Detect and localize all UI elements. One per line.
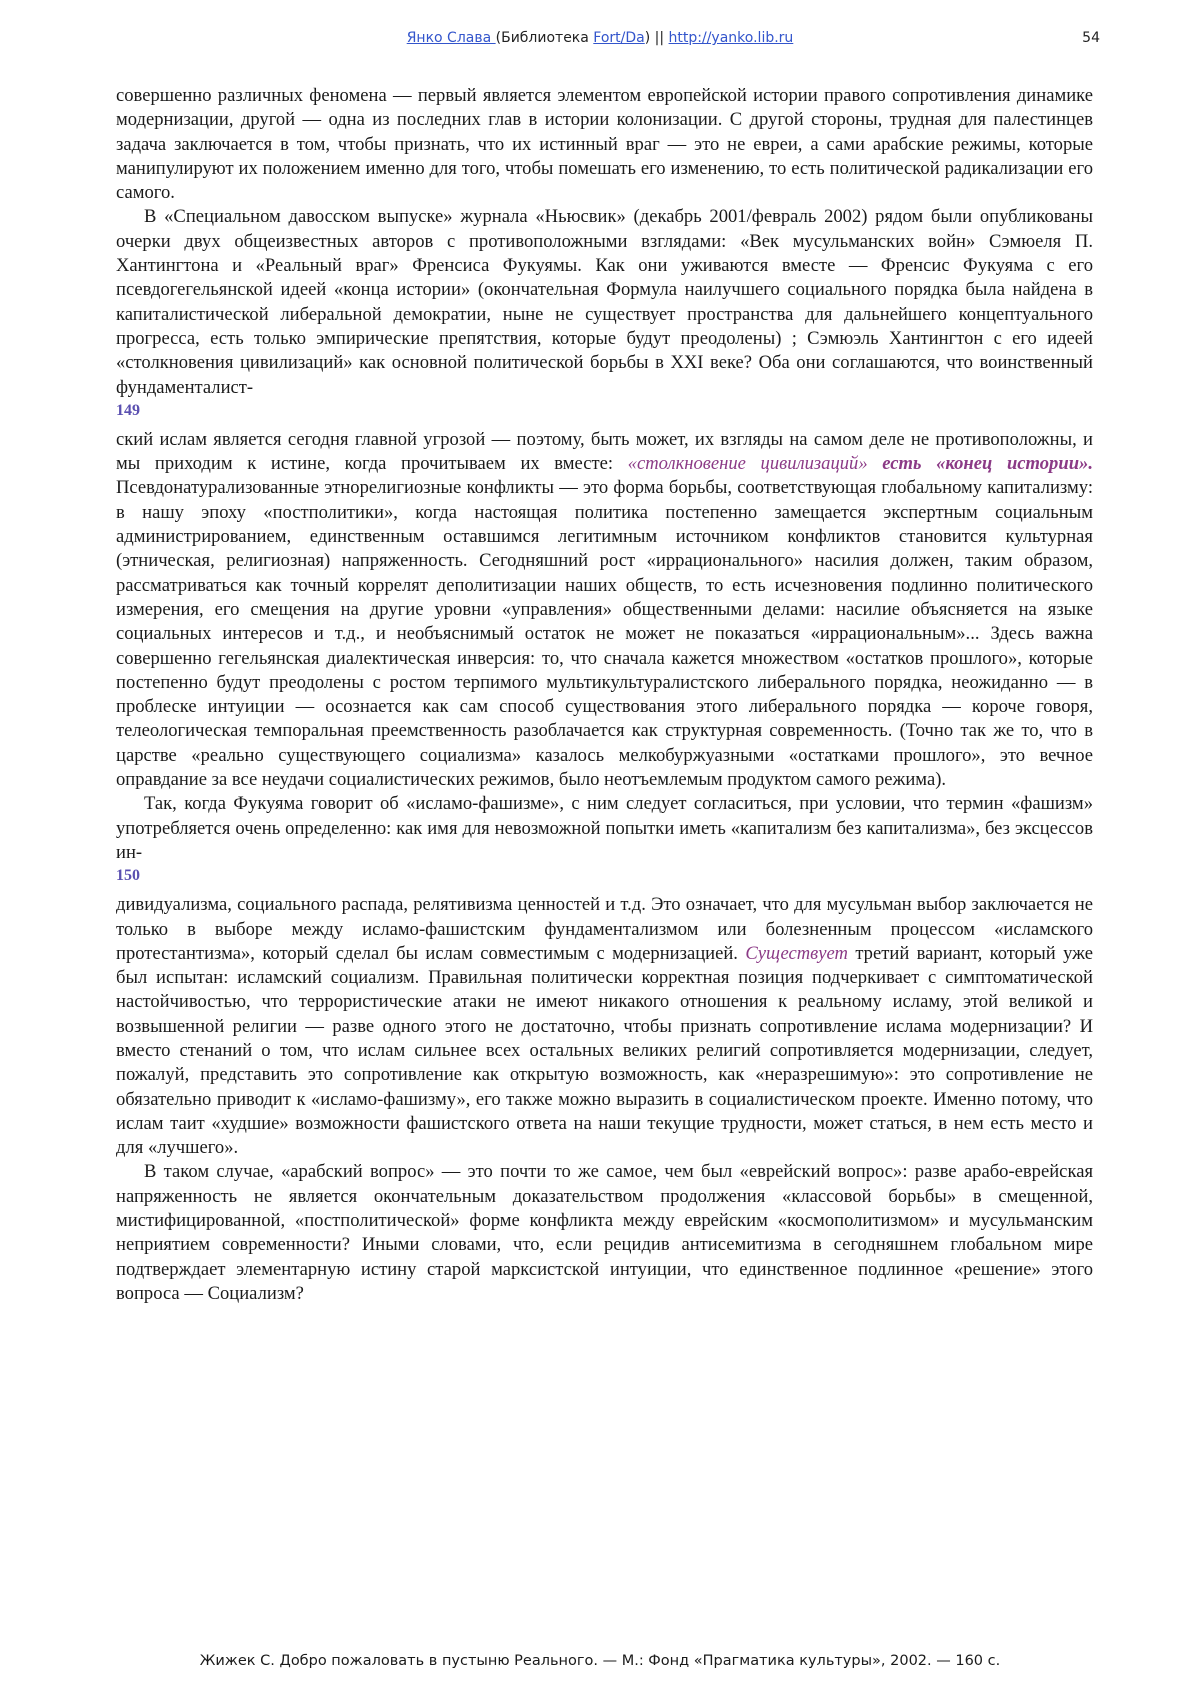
emphasis-exists: Существует <box>745 942 848 964</box>
page-number: 54 <box>1082 30 1100 46</box>
paragraph-5 <box>116 893 1093 1160</box>
original-page-marker-149: 149 <box>116 401 140 419</box>
library-suffix: ) || <box>644 30 669 46</box>
library-url-link[interactable]: http://yanko.lib.ru <box>668 30 794 46</box>
emphasis-is: есть <box>867 453 937 475</box>
paragraph-3-part-b: Псевдонатурализованные этнорелигиозные конфликты — это форма борьбы, соответствующая глобальному капитализму: в нашу эпоху «постполитики», когда настоящая политика постепенно замещается экспертным социальным администрированием, единственным оставшимся легитимным источником конфликтов становится культурная (этническая, религиозная) напряженность. Сегодняшний рост «иррационального» насилия должен, таким образом, рассматриваться как точный коррелят деполитизации наших обществ, то есть исчезновения подлинно политического измерения, его смещения на другие уровни «управления» общественными делами: насилие объясняется на языке социальных интересов и т.д., и необъяснимый остаток не может не показаться «иррациональным»... Здесь важна совершенно гегельянская диалектическая инверсия: то, что сначала кажется множеством «остатков прошлого», которые постепенно будут преодолены с ростом терпимого мультикультуралистского либерального порядка, неожиданно — в проблеске интуиции — осознается как сам способ существования этого либерального порядка — короче говоря, телеологическая темпоральная преемственность разоблачается как структурная современность. (Точно так же то, что в царстве «реально существующего социализма» казалось мелкобуржуазными «остатками прошлого», это вечное оправдание за все неудачи социалистических режимов, было неотъемлемым продуктом самого режима). <box>116 477 1093 791</box>
library-prefix: (Библиотека <box>495 30 594 46</box>
paragraph-1: совершенно различных феномена — первый является элементом европейской истории правого сопротивления динамике модернизации, другой — одна из последних глав в истории колонизации. С другой стороны, трудная для палестинцев задача заключается в том, чтобы признать, что их истинный враг — это не евреи, а сами арабские режимы, которые манипулируют их положением именно для того, чтобы помешать его изменению, то есть политической радикализации его самого. <box>116 85 1093 204</box>
header-library-line <box>0 30 1200 46</box>
author-link[interactable]: Янко Слава <box>406 30 496 46</box>
emphasis-end-of-history: «конец истории». <box>936 453 1093 475</box>
original-page-marker-150: 150 <box>116 867 140 885</box>
page-body <box>116 84 1093 1306</box>
fortda-link[interactable]: Fort/Da <box>593 30 645 46</box>
paragraph-6: В таком случае, «арабский вопрос» — это почти то же самое, чем был «еврейский вопрос»: разве арабо-еврейская напряженность не является окончательным доказательством продолжения «классовой борьбы» в смещенной, мистифицированной, «постполитической» форме конфликта между еврейским «космополитизмом» и мусульманским неприятием современности? Иными словами, что, если рецидив антисемитизма в сегодняшнем глобальном мире подтверждает элементарную истину старой марксистской интуиции, что единственное подлинное «решение» этого вопроса — Социализм? <box>116 1161 1093 1304</box>
paragraph-2: В «Специальном давосском выпуске» журнала «Ньюсвик» (декабрь 2001/февраль 2002) рядом были опубликованы очерки двух общеизвестных авторов с противоположными взглядами: «Век мусульманских войн» Сэмюеля П. Хантингтона и «Реальный враг» Френсиса Фукуямы. Как они уживаются вместе — Френсис Фукуяма с его псевдогегельянской идеей «конца истории» (окончательная Формула наилучшего социального порядка была найдена в капиталистической либеральной демократии, ныне не существует пространства для дальнейшего концептуального прогресса, есть только эмпирические препятствия, которые будут преодолены) ; Сэмюэль Хантингтон с его идеей «столкновения цивилизаций» как основной политической борьбы в XXI веке? Оба они соглашаются, что воинственный фундаменталист- <box>116 206 1093 398</box>
paragraph-5-part-b: третий вариант, который уже был испытан: исламский социализм. Правильная политически корректная позиция подчеркивает с симптоматической настойчивостью, что террористические атаки не имеют никакого отношения к реальному исламу, этой великой и возвышенной религии — разве одного этого не достаточно, чтобы признать сопротивление ислама модернизации? И вместо стенаний о том, что ислам сильнее всех остальных великих религий сопротивляется модернизации, следует, пожалуй, представить это сопротивление как открытую возможность, как «неразрешимую»: это сопротивление не обязательно приводит к «исламо-фашизму», его также можно выразить в социалистическом проекте. Именно потому, что ислам таит «худшие» возможности фашистского ответа на наши текущие трудности, может статься, в нем есть место и для «лучшего». <box>116 942 1093 1159</box>
paragraph-3-part-a: ский ислам является сегодня главной угрозой — поэтому, быть может, их взгляды на самом деле не противоположны, и мы приходим к истине, когда прочитываем их вместе: <box>116 428 1093 475</box>
page-header <box>0 26 1200 50</box>
page-footer-citation: Жижек С. Добро пожаловать в пустыню Реального. — М.: Фонд «Прагматика культуры», 2002. — 160 с. <box>199 1653 1001 1669</box>
paragraph-4: Так, когда Фукуяма говорит об «исламо-фашизме», с ним следует согласиться, при условии, что термин «фашизм» употребляется очень определенно: как имя для невозможной попытки иметь «капитализм без капитализма», без эксцессов ин- <box>116 793 1093 863</box>
paragraph-3 <box>116 428 1093 792</box>
emphasis-clash-of-civilizations: «столкновение цивилизаций» <box>627 453 868 475</box>
paragraph-5-part-a: дивидуализма, социального распада, релятивизма ценностей и т.д. Это означает, что для мусульман выбор заключается не только в выборе между исламо-фашистским фундаментализмом или болезненным процессом «исламского протестантизма», который сделал бы ислам совместимым с модернизацией. <box>116 894 1093 964</box>
